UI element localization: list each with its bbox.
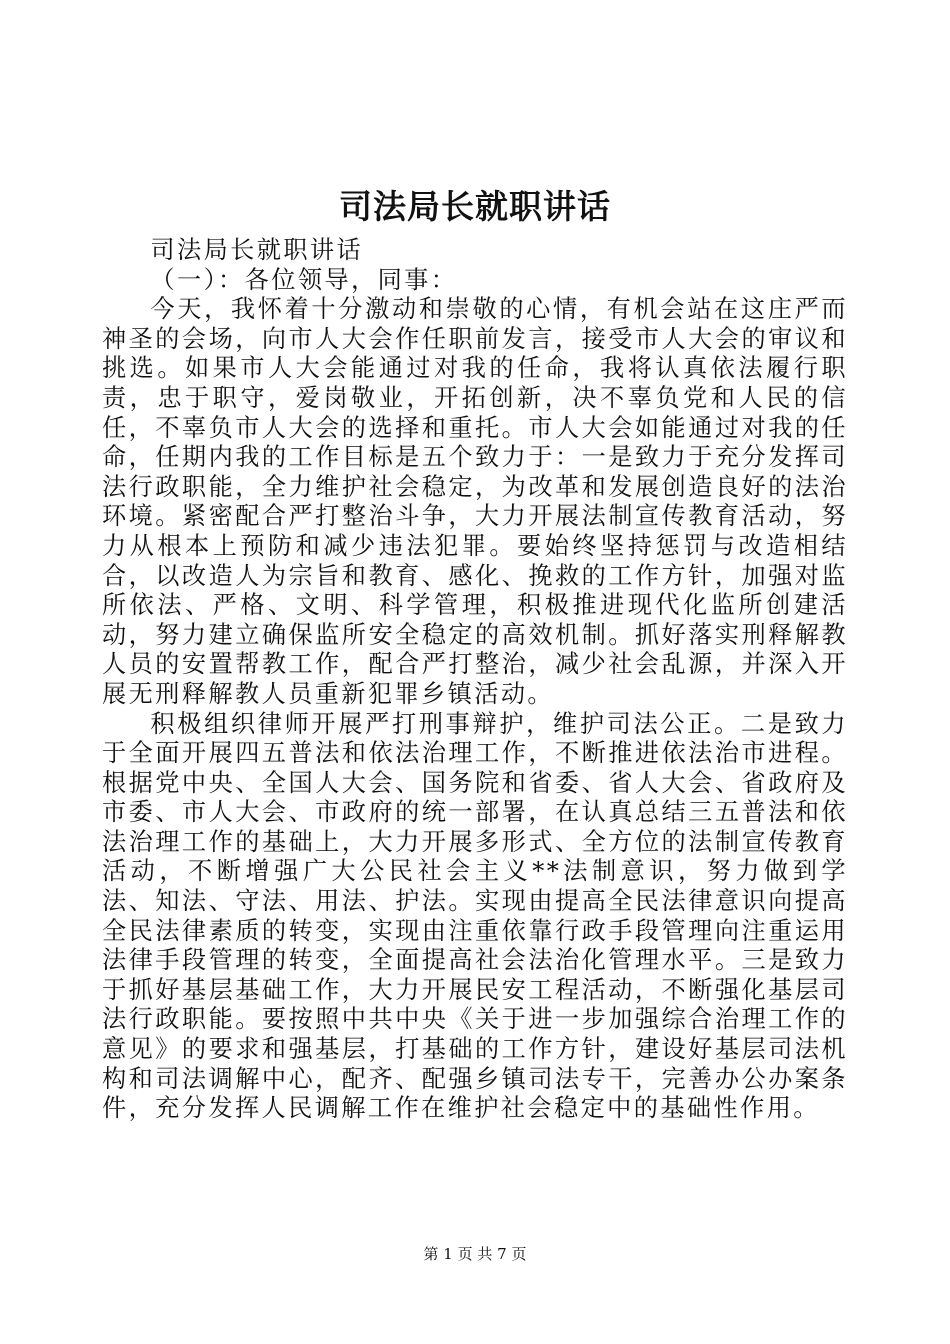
page-number-footer: 第 1 页 共 7 页 (423, 1245, 527, 1263)
paragraph-subtitle: 司法局长就职讲话 (150, 236, 364, 264)
document-title: 司法局长就职讲话 (339, 187, 611, 226)
paragraph-body-1: 今天，我怀着十分激动和崇敬的心情，有机会站在这庄严而神圣的会场，向市人大会作任职前发言，接受市人大会的审议和挑选。如果市人大会能通过对我的任命，我将认真依法履行职责，忠于职守，爱岗敬业，开拓创新，决不辜负党和人民的信任，不辜负市人大会的选择和重托。市人大会如能通过对我的任命，任期内我的工作目标是五个致力于：一是致力于充分发挥司法行政职能，全力维护社会稳定，为改革和发展创造良好的法治环境。紧密配合严打整治斗争，大力开展法制宣传教育活动，努力从根本上预防和减少违法犯罪。要始终坚持惩罚与改造相结合，以改造人为宗旨和教育、感化、挽救的工作方针，加强对监所依法、严格、文明、科学管理，积极推进现代化监所创建活动，努力建立确保监所安全稳定的高效机制。抓好落实刑释解教人员的安置帮教工作，配合严打整治，减少社会乱源，并深入开展无刑释解教人员重新犯罪乡镇活动。 (102, 295, 848, 708)
paragraph-body-2: 积极组织律师开展严打刑事辩护，维护司法公正。二是致力于全面开展四五普法和依法治理工作，不断推进依法治市进程。根据党中央、全国人大会、国务院和省委、省人大会、省政府及市委、市人大会、市政府的统一部署，在认真总结三五普法和依法治理工作的基础上，大力开展多形式、全方位的法制宣传教育活动，不断增强广大公民社会主义**法制意识，努力做到学法、知法、守法、用法、护法。实现由提高全民法律意识向提高全民法律素质的转变，实现由注重依靠行政手段管理向注重运用法律手段管理的转变，全面提高社会法治化管理水平。三是致力于抓好基层基础工作，大力开展民安工程活动，不断强化基层司法行政职能。要按照中共中央《关于进一步加强综合治理工作的意见》的要求和强基层，打基础的工作方针，建设好基层司法机构和司法调解中心，配齐、配强乡镇司法专干，完善办公办案条件，充分发挥人民调解工作在维护社会稳定中的基础性作用。 (102, 709, 848, 1123)
paragraph-salutation: （一）：各位领导，同事： (150, 265, 458, 294)
document-body (102, 236, 848, 1124)
